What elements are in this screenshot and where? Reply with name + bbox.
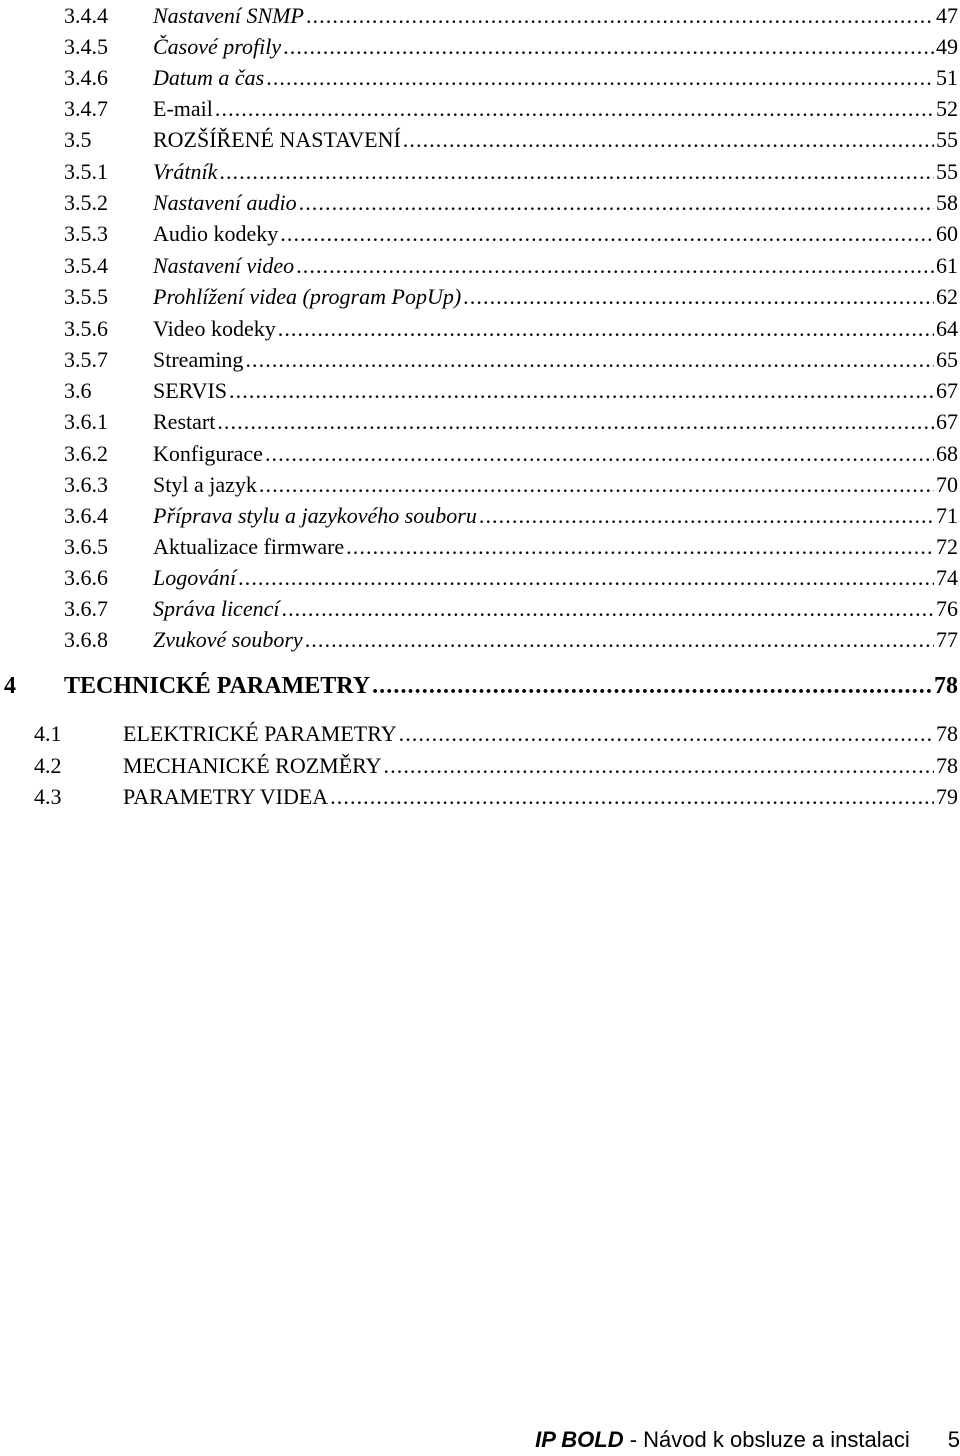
toc-entry-number: 3.6.6 [64, 565, 108, 590]
toc-dot-leader [299, 187, 934, 218]
toc-dot-leader [330, 781, 934, 812]
toc-entry-title: Nastavení SNMP [153, 3, 304, 28]
toc-entry-page: 64 [936, 316, 958, 341]
toc-entry-page: 79 [936, 784, 958, 809]
toc-dot-leader [266, 62, 934, 93]
toc-entry-title: Video kodeky [153, 316, 276, 341]
toc-entry[interactable] [0, 0, 958, 31]
toc-entry-page: 47 [936, 3, 958, 28]
toc-entry[interactable] [0, 187, 958, 218]
footer-brand: IP BOLD [535, 1427, 624, 1452]
toc-entry-number: 3.6.1 [64, 409, 108, 434]
toc-entry-title: Datum a čas [153, 65, 265, 90]
toc-dot-leader [217, 406, 934, 437]
toc-entry-number: 3.5.5 [64, 284, 108, 309]
toc-entry-number: 3.6.7 [64, 596, 108, 621]
toc-entry-page: 55 [936, 127, 958, 152]
toc-entry[interactable] [0, 124, 958, 155]
toc-entry-page: 67 [936, 378, 958, 403]
toc-entry-number: 4.2 [34, 753, 62, 778]
toc-entry[interactable] [0, 93, 958, 124]
toc-dot-leader [399, 718, 934, 749]
toc-dot-leader [219, 156, 934, 187]
toc-entry[interactable] [0, 375, 958, 406]
toc-entry[interactable] [0, 156, 958, 187]
toc-entry[interactable] [0, 250, 958, 281]
toc-entry[interactable] [0, 62, 958, 93]
toc-dot-leader [238, 562, 934, 593]
toc-dot-leader [281, 593, 934, 624]
toc-dot-leader [280, 218, 934, 249]
toc-entry-number: 4.1 [34, 721, 62, 746]
toc-entry-page: 78 [936, 753, 958, 778]
toc-entry-number: 3.6 [64, 378, 92, 403]
toc-entry[interactable] [0, 562, 958, 593]
footer-doc-title: Návod k obsluze a instalaci [643, 1427, 910, 1452]
toc-entry-title: Logování [153, 565, 237, 590]
toc-entry-page: 67 [936, 409, 958, 434]
toc-entry-page: 49 [936, 34, 958, 59]
toc-entry-page: 52 [936, 96, 958, 121]
toc-entry-number: 3.4.7 [64, 96, 108, 121]
toc-entry[interactable] [0, 281, 958, 312]
toc-dot-leader [479, 500, 934, 531]
toc-entry-title: Aktualizace firmware [153, 534, 345, 559]
toc-dot-leader [372, 671, 932, 702]
toc-dot-leader [384, 750, 934, 781]
toc-entry-number: 3.5.1 [64, 159, 108, 184]
toc-entry-number: 4 [4, 673, 16, 699]
toc-dot-leader [306, 0, 934, 31]
toc-entry-page: 70 [936, 472, 958, 497]
toc-entry-title: Časové profily [153, 34, 282, 59]
footer-separator: - [623, 1427, 644, 1452]
toc-entry-page: 74 [936, 565, 958, 590]
toc-entry[interactable] [0, 671, 958, 702]
toc-dot-leader [463, 281, 934, 312]
toc-dot-leader [229, 375, 934, 406]
toc-entry-title: Styl a jazyk [153, 472, 257, 497]
toc-entry-number: 3.5 [64, 127, 92, 152]
toc-entry[interactable] [0, 313, 958, 344]
toc-entry-page: 78 [936, 721, 958, 746]
page-footer [535, 1424, 960, 1456]
toc-entry-title: Audio kodeky [153, 221, 279, 246]
toc-entry-page: 77 [936, 627, 958, 652]
toc-entry[interactable] [0, 781, 958, 812]
toc-entry-title: Nastavení video [153, 253, 295, 278]
toc-entry-page: 51 [936, 65, 958, 90]
toc-dot-leader [278, 313, 934, 344]
toc-entry-title: E-mail [153, 96, 213, 121]
toc-entry[interactable] [0, 593, 958, 624]
toc-dot-leader [305, 624, 934, 655]
toc-entry[interactable] [0, 31, 958, 62]
toc-entry[interactable] [0, 718, 958, 749]
toc-entry[interactable] [0, 344, 958, 375]
toc-entry-title: Restart [153, 409, 216, 434]
toc-entry[interactable] [0, 750, 958, 781]
toc-entry[interactable] [0, 624, 958, 655]
toc-dot-leader [259, 469, 934, 500]
toc-entry-page: 72 [936, 534, 958, 559]
toc-entry-number: 3.5.7 [64, 347, 108, 372]
toc-entry-number: 3.5.2 [64, 190, 108, 215]
toc-entry-number: 4.3 [34, 784, 62, 809]
toc-entry-page: 60 [936, 221, 958, 246]
toc-entry-number: 3.5.3 [64, 221, 108, 246]
toc-entry-page: 55 [936, 159, 958, 184]
toc-entry-title: Příprava stylu a jazykového souboru [153, 503, 477, 528]
toc-entry[interactable] [0, 500, 958, 531]
toc-entry-number: 3.6.5 [64, 534, 108, 559]
toc-entry[interactable] [0, 531, 958, 562]
toc-dot-leader [245, 344, 934, 375]
toc-entry-number: 3.4.6 [64, 65, 108, 90]
toc-entry-title: Konfigurace [153, 441, 263, 466]
toc-entry-page: 76 [936, 596, 958, 621]
toc-dot-leader [346, 531, 934, 562]
toc-entry-page: 58 [936, 190, 958, 215]
toc-entry-title: SERVIS [153, 378, 228, 403]
toc-dot-leader [265, 438, 934, 469]
toc-dot-leader [296, 250, 934, 281]
toc-entry-title: PARAMETRY VIDEA [123, 784, 329, 809]
toc-entry-page: 61 [936, 253, 958, 278]
toc-entry-number: 3.6.8 [64, 627, 108, 652]
toc-entry-title: TECHNICKÉ PARAMETRY [64, 673, 371, 699]
toc-dot-leader [403, 124, 934, 155]
toc-entry[interactable] [0, 469, 958, 500]
toc-entry-title: Prohlížení videa (program PopUp) [153, 284, 462, 309]
toc-entry-page: 62 [936, 284, 958, 309]
toc-entry-page: 68 [936, 441, 958, 466]
toc-entry-title: Zvukové soubory [153, 627, 303, 652]
toc-entry-number: 3.6.2 [64, 441, 108, 466]
toc-entry-title: ELEKTRICKÉ PARAMETRY [123, 721, 397, 746]
footer-page-number: 5 [947, 1427, 960, 1452]
toc-entry-title: Streaming [153, 347, 244, 372]
toc-entry-number: 3.4.5 [64, 34, 108, 59]
toc-entry-title: Vrátník [153, 159, 218, 184]
toc-entry-number: 3.6.3 [64, 472, 108, 497]
toc-entry[interactable] [0, 438, 958, 469]
toc-dot-leader [283, 31, 934, 62]
toc-entry-page: 78 [934, 673, 958, 699]
toc-entry[interactable] [0, 406, 958, 437]
toc-entry-page: 71 [936, 503, 958, 528]
toc-entry-title: ROZŠÍŘENÉ NASTAVENÍ [153, 127, 401, 152]
toc-entry-title: Správa licencí [153, 596, 280, 621]
toc-entry-number: 3.6.4 [64, 503, 108, 528]
toc-entry-title: MECHANICKÉ ROZMĚRY [123, 753, 382, 778]
toc-entry-number: 3.5.4 [64, 253, 108, 278]
toc-entry-number: 3.4.4 [64, 3, 108, 28]
toc-entry-page: 65 [936, 347, 958, 372]
toc-entry-title: Nastavení audio [153, 190, 297, 215]
toc-entry-number: 3.5.6 [64, 316, 108, 341]
toc-dot-leader [215, 93, 934, 124]
toc-entry[interactable] [0, 218, 958, 249]
